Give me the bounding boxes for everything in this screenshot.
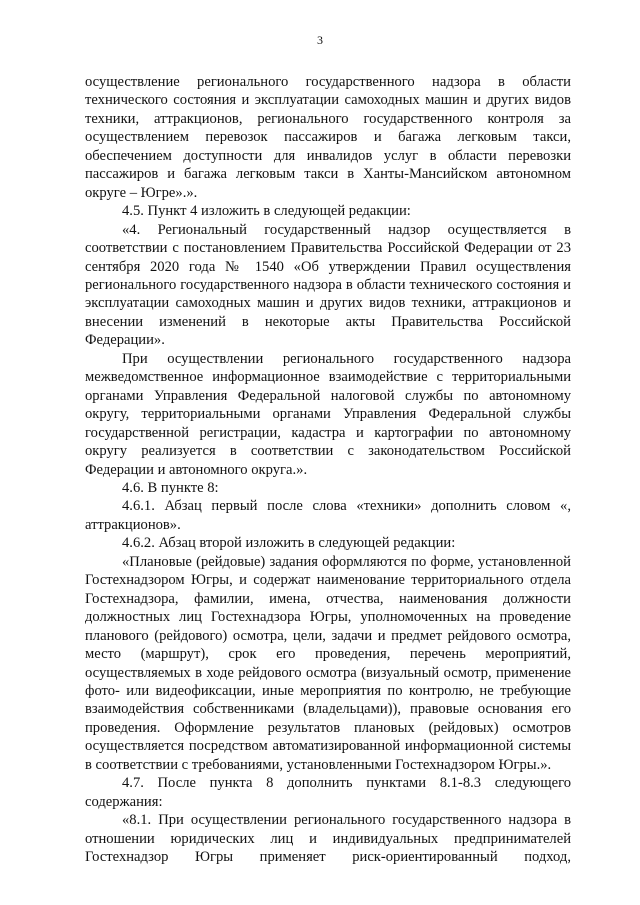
paragraph: «8.1. При осуществлении регионального государственного надзора в отношении юридических лиц и индивидуальных предпринимателей Гостехнадзор Югры применяет риск-ориентированный подход, xyxy=(85,812,571,866)
paragraph: 4.6. В пункте 8: xyxy=(122,479,219,496)
paragraph: 4.5. Пункт 4 изложить в следующей редакции: xyxy=(122,203,411,220)
paragraph: осуществление регионального государственного надзора в области технического состояния и эксплуатации самоходных машин и других видов техники, аттракционов, регионального государственного контроля за осуществлением перевозок пассажиров и багажа легковым такси, обеспечением доступности для инвалидов услуг в области перевозки пассажиров и багажа легковым такси в Ханты-Мансийском автономном округе – Югре».». xyxy=(85,74,571,201)
paragraph: «Плановые (рейдовые) задания оформляются по форме, установленной Гостехнадзором Югры, и содержат наименование территориального отдела Гостехнадзора, фамилии, имена, отчества, наименования должности должностных лиц Гостехнадзора Югры, уполномоченных на проведение планового (рейдового) осмотра, цели, задачи и предмет рейдового осмотра, место (маршрут), срок его проведения, перечень мероприятий, осуществляемых в ходе рейдового осмотра (визуальный осмотр, применение фото- или видеофиксации, иные мероприятия по контролю, не требующие взаимодействия собственниками (владельцами)), правовые основания его проведения. Оформление результатов плановых (рейдовых) осмотров осуществляется посредством автоматизированной информационной системы в соответствии с требованиями, установленными Гостехнадзором Югры.». xyxy=(85,553,571,773)
paragraph: При осуществлении регионального государственного надзора межведомственное информационное взаимодействие с территориальными органами Управления Федеральной налоговой службы по автономному округу, территориальными органами Управления Федеральной службы государственной регистрации, кадастра и картографии по автономному округу реализуется в соответствии с законодательством Российской Федерации и автономного округа.». xyxy=(85,350,571,478)
paragraph: 4.6.2. Абзац второй изложить в следующей редакции: xyxy=(122,535,456,552)
paragraph: «4. Региональный государственный надзор осуществляется в соответствии с постановлением Правительства Российской Федерации от 23 сентября 2020 года № 1540 «Об утверждении Правил осуществления регионального государственного надзора в области технического состояния и эксплуатации самоходных машин и других видов техники, аттракционов и внесении изменений в некоторые акты Правительства Российской Федерации». xyxy=(85,221,571,349)
document-body xyxy=(85,73,571,866)
paragraph: 4.6.1. Абзац первый после слова «техники» дополнить словом «, аттракционов». xyxy=(85,498,571,533)
page-number: 3 xyxy=(317,33,323,47)
paragraph: 4.7. После пункта 8 дополнить пунктами 8.1-8.3 следующего содержания: xyxy=(85,775,571,810)
